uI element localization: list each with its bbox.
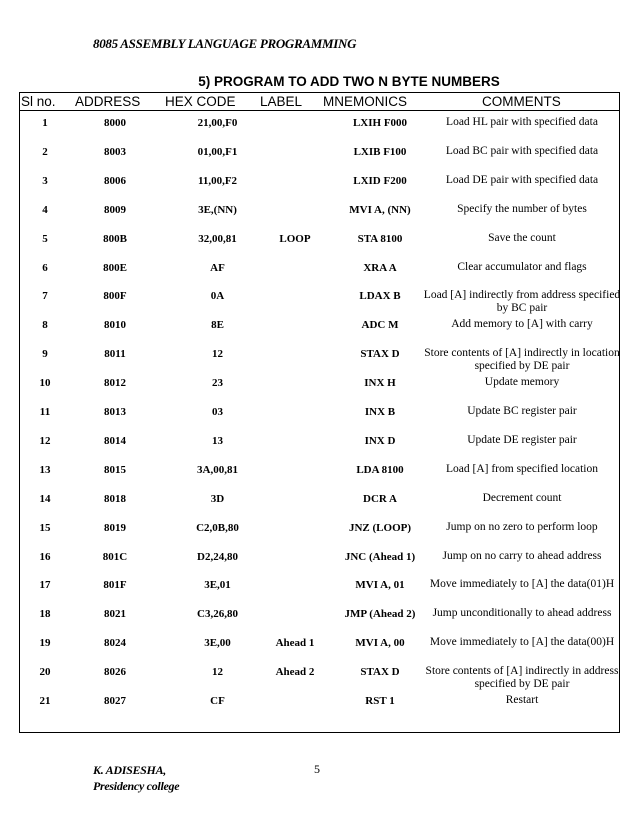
cell-hex-code: C3,26,80 [197,608,238,621]
cell-sl-no: 6 [42,261,48,274]
cell-label: Ahead 1 [275,637,315,650]
table-row [20,666,619,695]
cell-comment: Decrement count [482,491,562,504]
cell-comment: Update BC register pair [467,405,577,417]
cell-comment: Move immediately to [A] the data(00)H [429,636,615,649]
table-row [20,522,619,551]
cell-hex-code: 23 [212,377,223,390]
cell-address: 8015 [104,463,126,476]
cell-address: 801F [103,579,127,592]
cell-hex-code: D2,24,80 [197,550,238,563]
table-row [20,493,619,522]
cell-comment: Specify the number of bytes [457,202,587,215]
table-row [20,551,619,580]
cell-mnemonic: XRA A [363,261,397,274]
table-row [20,435,619,464]
cell-hex-code: 21,00,F0 [197,117,238,129]
cell-mnemonic: DCR A [363,492,397,505]
cell-hex-code: 8E [211,319,224,332]
cell-address: 8024 [104,637,126,650]
cell-address: 8018 [104,492,126,505]
cell-mnemonic: STAX D [360,348,400,361]
cell-sl-no: 2 [42,145,48,158]
cell-hex-code: 11,00,F2 [197,174,238,187]
cell-address: 8011 [104,348,126,361]
cell-hex-code: 12 [212,666,223,679]
cell-address: 8021 [104,608,126,621]
cell-sl-no: 8 [42,319,48,332]
cell-address: 8006 [104,174,126,187]
cell-comment: Load [A] indirectly from address specified by BC pair [423,289,621,315]
cell-mnemonic: MVI A, 01 [355,579,405,592]
cell-mnemonic: JNC (Ahead 1) [344,550,416,563]
header-divider [20,110,619,111]
cell-mnemonic: JNZ (LOOP) [348,521,412,534]
document-header-title: 8085 ASSEMBLY LANGUAGE PROGRAMMING [93,36,357,51]
cell-address: 8009 [104,203,126,216]
cell-comment: Clear accumulator and flags [457,260,587,273]
cell-comment: Store contents of [A] indirectly in location specified by DE pair [424,347,620,373]
cell-comment: Move immediately to [A] the data(01)H [429,578,615,591]
cell-hex-code: 3D [210,492,225,505]
cell-sl-no: 4 [42,203,48,216]
cell-sl-no: 15 [39,521,51,534]
table-row [20,608,619,637]
cell-address: 800F [103,290,127,303]
table-row [20,233,619,262]
cell-sl-no: 12 [39,434,51,447]
cell-address: 800E [103,261,127,274]
column-header-sl-no: Sl no. [21,94,56,109]
cell-address: 8026 [104,666,126,679]
table-row [20,175,619,204]
cell-mnemonic: LXID F200 [353,174,407,187]
cell-mnemonic: STA 8100 [357,232,403,245]
cell-hex-code: C2,0B,80 [196,521,239,534]
cell-address: 8014 [104,434,126,447]
cell-sl-no: 11 [39,406,51,418]
table-row [20,464,619,493]
cell-address: 8012 [104,377,126,390]
table-row [20,406,619,435]
cell-mnemonic: LXIH F000 [352,117,408,129]
table-row [20,290,619,319]
cell-hex-code: 13 [212,434,223,447]
cell-sl-no: 20 [39,666,51,679]
cell-hex-code: 32,00,81 [198,232,237,245]
cell-sl-no: 17 [39,579,51,592]
footer-author-block [93,762,179,794]
cell-label: Ahead 2 [275,666,315,679]
cell-sl-no: 7 [42,290,48,303]
cell-address: 800B [103,232,127,245]
column-header-label: LABEL [260,94,303,109]
table-row [20,637,619,666]
cell-comment: Update memory [484,376,560,389]
cell-sl-no: 19 [39,637,51,650]
column-header-address: ADDRESS [75,94,141,109]
table-row [20,319,619,348]
cell-address: 8019 [104,521,126,534]
table-row [20,695,619,724]
cell-comment: Update DE register pair [467,433,577,446]
cell-address: 8013 [104,406,126,418]
cell-comment: Jump unconditionally to ahead address [432,607,612,620]
table-row [20,117,619,146]
cell-comment: Restart [505,694,539,706]
cell-hex-code: 01,00,F1 [197,145,238,158]
cell-comment: Load DE pair with specified data [445,173,599,186]
cell-address: 8000 [104,117,126,129]
table-row [20,204,619,233]
cell-address: 8010 [104,319,126,332]
cell-sl-no: 9 [42,348,48,361]
cell-mnemonic: MVI A, 00 [355,637,405,650]
cell-mnemonic: LXIB F100 [353,145,407,158]
cell-sl-no: 5 [42,232,48,245]
cell-sl-no: 3 [42,174,48,187]
page-number: 5 [314,762,320,776]
cell-mnemonic: INX H [364,377,396,390]
cell-address: 8027 [104,695,126,707]
cell-comment: Save the count [488,231,556,244]
cell-mnemonic: RST 1 [365,695,395,707]
cell-hex-code: 3E,01 [204,579,231,592]
cell-comment: Jump on no carry to ahead address [442,549,602,562]
cell-hex-code: 3E,00 [204,637,231,650]
table-row [20,146,619,175]
cell-comment: Load [A] from specified location [446,462,598,475]
cell-comment: Store contents of [A] indirectly in address specified by DE pair [425,665,619,691]
cell-sl-no: 16 [39,550,51,563]
column-header-mnemonics: MNEMONICS [323,94,407,109]
cell-mnemonic: MVI A, (NN) [349,203,411,216]
cell-address: 8003 [104,145,126,158]
cell-hex-code: AF [210,261,225,274]
table-row [20,262,619,291]
cell-label: LOOP [279,232,311,245]
cell-comment: Load HL pair with specified data [446,116,598,128]
cell-hex-code: 3A,00,81 [197,463,238,476]
cell-mnemonic: LDAX B [359,290,401,303]
column-header-hex-code: HEX CODE [165,94,236,109]
cell-mnemonic: INX D [364,434,396,447]
footer-author: K. ADISESHA, [93,763,166,777]
cell-hex-code: CF [210,695,225,707]
cell-comment: Jump on no zero to perform loop [446,520,598,533]
cell-mnemonic: LDA 8100 [356,463,404,476]
column-header-comments: COMMENTS [482,94,561,109]
cell-hex-code: 12 [212,348,223,361]
table-row [20,377,619,406]
table-row [20,348,619,377]
cell-hex-code: 3E,(NN) [198,203,237,216]
cell-sl-no: 14 [39,492,51,505]
cell-hex-code: 0A [210,290,225,303]
cell-address: 801C [102,550,128,563]
table-row [20,579,619,608]
cell-comment: Load BC pair with specified data [445,144,599,157]
footer-institution: Presidency college [93,779,180,793]
cell-comment: Add memory to [A] with carry [451,318,593,331]
cell-mnemonic: JMP (Ahead 2) [344,608,416,621]
cell-sl-no: 1 [42,117,48,129]
cell-mnemonic: INX B [364,406,396,418]
cell-hex-code: 03 [212,406,223,418]
cell-sl-no: 10 [39,377,51,390]
cell-mnemonic: ADC M [361,319,399,332]
cell-mnemonic: STAX D [360,666,400,679]
cell-sl-no: 18 [39,608,51,621]
cell-sl-no: 21 [39,695,51,707]
program-title: 5) PROGRAM TO ADD TWO N BYTE NUMBERS [198,74,500,89]
program-table [19,92,620,733]
cell-sl-no: 13 [39,463,51,476]
